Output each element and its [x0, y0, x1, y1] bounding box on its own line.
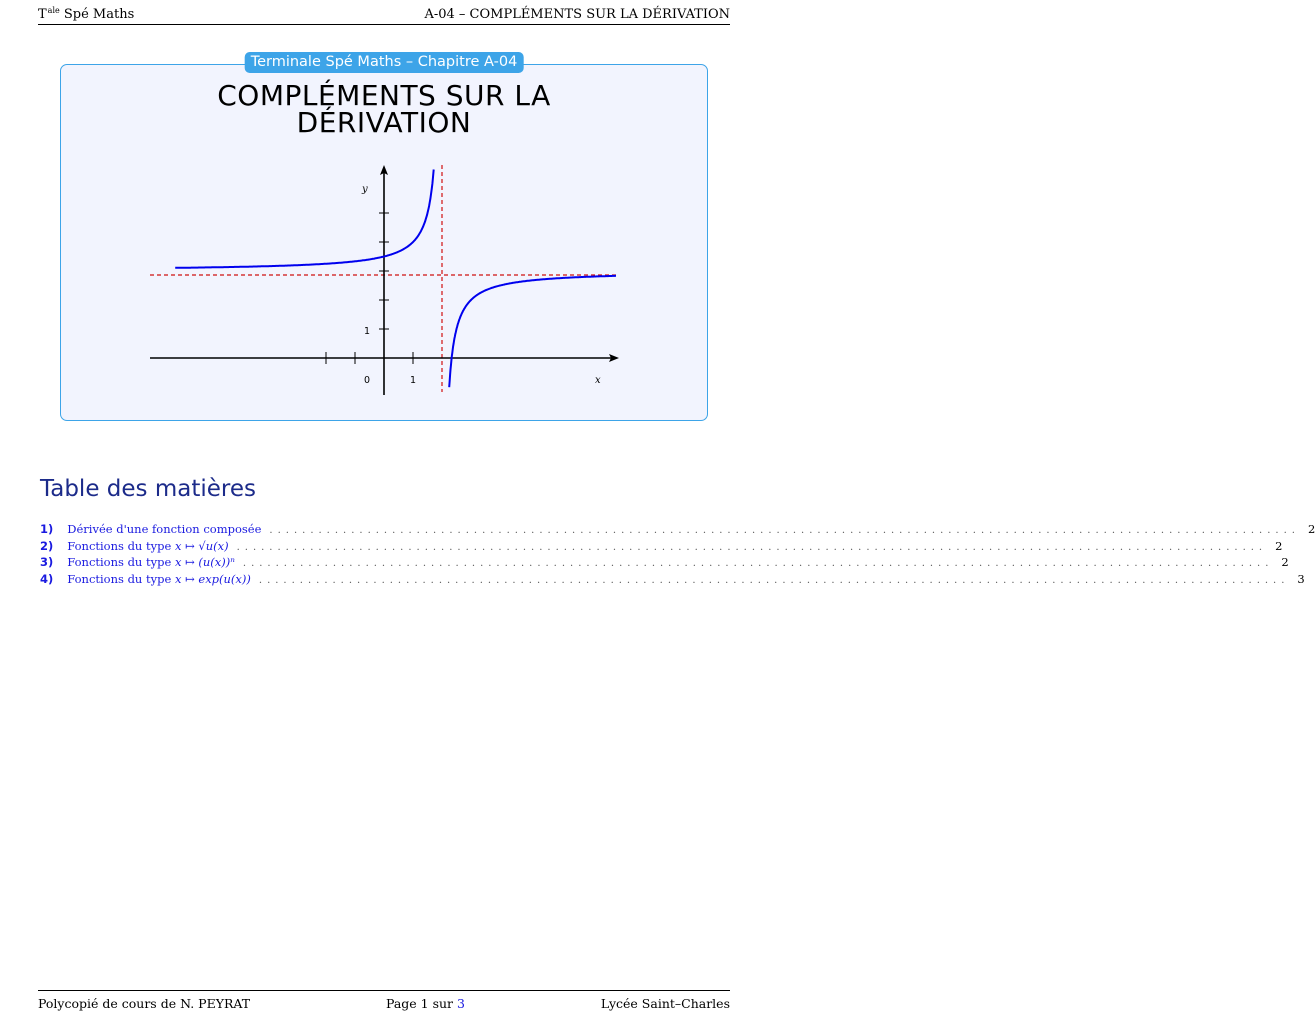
footer-author: Polycopié de cours de N. PEYRAT: [38, 995, 251, 1011]
header-right: A-04 – COMPLÉMENTS SUR LA DÉRIVATION: [424, 6, 730, 22]
toc-entry[interactable]: 3) Fonctions du type x ↦ (u(x))ⁿ .............................................................................................................................. 2: [40, 555, 1289, 569]
total-pages-link[interactable]: 3: [457, 995, 465, 1011]
toc-entry-link[interactable]: Fonctions du type x ↦ (u(x))ⁿ: [67, 555, 235, 569]
y-axis-label: y: [362, 184, 368, 195]
curve-right-branch: [449, 276, 616, 387]
toc-entry[interactable]: 2) Fonctions du type x ↦ √u(x) .............................................................................................................................. 2: [40, 538, 1283, 553]
header-left: $T^{ale}$ Spé Maths: [38, 6, 135, 22]
toc-title: Table des matières: [40, 476, 256, 502]
toc-entry[interactable]: 1) Dérivée d'une fonction composée .............................................................................................................................. 2: [40, 522, 1315, 536]
toc-entry[interactable]: 4) Fonctions du type x ↦ exp(u(x)) .............................................................................................................................. 3: [40, 571, 1305, 586]
y-unit-label: 1: [364, 326, 371, 337]
curve-left-branch: [175, 170, 434, 268]
toc-entry-link[interactable]: Fonctions du type x ↦ √u(x): [67, 538, 229, 553]
chapter-tab: Terminale Spé Maths – Chapitre A-04: [245, 52, 524, 73]
toc-entry-link[interactable]: Dérivée d'une fonction composée: [67, 522, 262, 536]
x-unit-label: 1: [410, 375, 417, 386]
page-footer: [38, 990, 730, 1015]
x-axis-label: x: [595, 375, 601, 386]
chapter-title-line2: DÉRIVATION: [296, 106, 472, 139]
footer-school: Lycée Saint–Charles: [600, 995, 730, 1011]
footer-page-number: Page 1 sur 3: [385, 995, 465, 1011]
toc-entry-link[interactable]: Fonctions du type x ↦ exp(u(x)): [67, 571, 251, 586]
chapter-title-line1: COMPLÉMENTS SUR LA: [217, 79, 551, 112]
origin-label: 0: [364, 375, 371, 386]
toc-list: [40, 522, 1315, 588]
